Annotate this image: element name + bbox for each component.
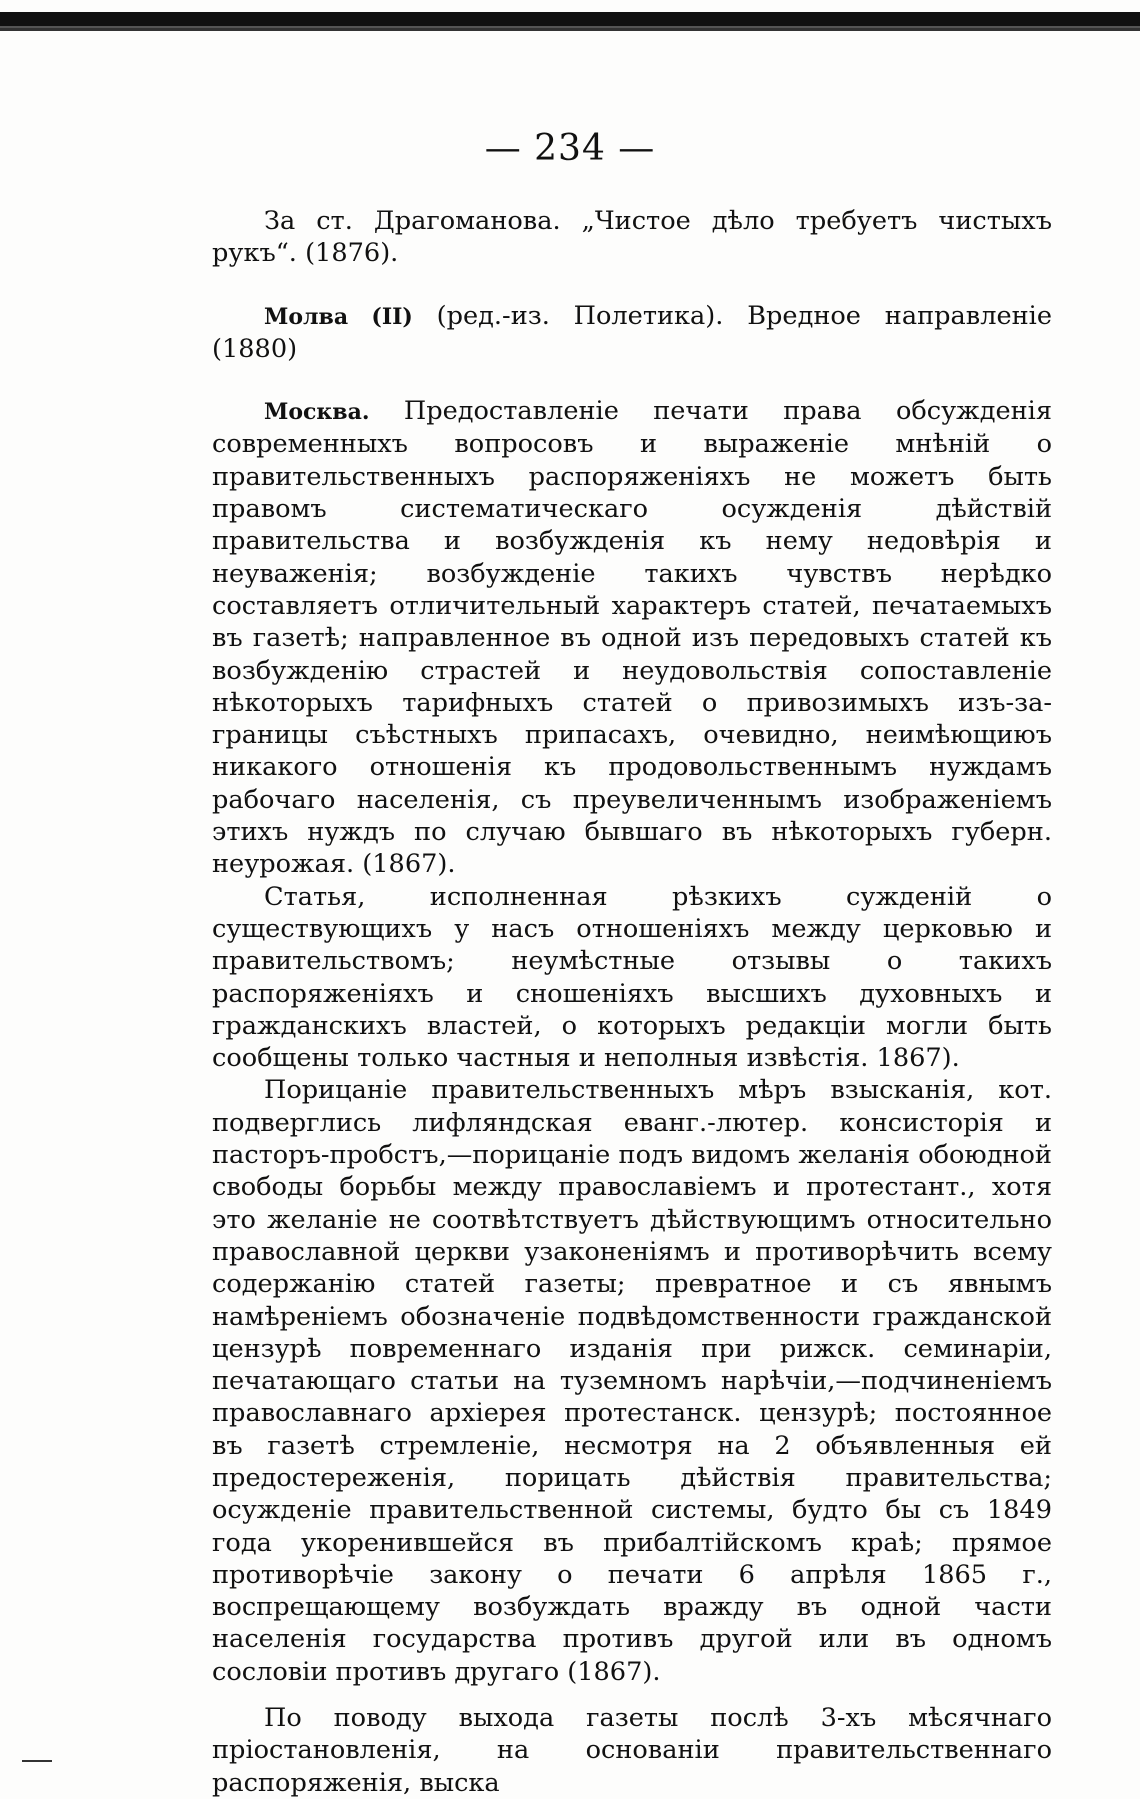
entry-paragraph [212,881,1052,1075]
entry-heading: Молва (II) [264,303,413,330]
entry-paragraph [212,1702,1052,1799]
scan-border-line [0,28,1140,31]
entry-paragraph [212,205,1052,270]
entry-heading: Москва. [264,399,370,426]
entry-text: (ред.-из. Полетика). Вредное направленіе (1880) [212,300,1052,364]
scan-border-top [0,12,1140,28]
entry-paragraph [212,395,1052,880]
entry-text: Порицаніе правительственныхъ мѣръ взысканія, кот. подверглись лифляндская еванг.-лютер. консисторія и пасторъ-пробстъ,—порицаніе подъ видомъ желанія обоюдной свободы борьбы между православіемъ и протестант., хотя это желаніе не соотвѣтствуетъ дѣйствующимъ относительно православной церкви узаконеніямъ и противорѣчить всему содержанію статей газеты; превратное и съ явнымъ намѣреніемъ обозначеніе подвѣдомственности гражданской цензурѣ повременнаго изданія при рижск. семинаріи, печатающаго статьи на туземномъ нарѣчіи,—подчиненіемъ православнаго архіерея протестанск. цензурѣ; постоянное въ газетѣ стремленіе, несмотря на 2 объявленныя ей предостереженія, порицать дѣйствія правительства; осужденіе правительственной системы, будто бы съ 1849 года укоренившейся въ прибалтійскомъ краѣ; прямое противорѣчіе закону о печати 6 апрѣля 1865 г., воспрещающему возбуждать вражду въ одной части населенія государства противъ другой или въ одномъ сословіи противъ другаго (1867). [212,1075,1052,1687]
entry-text: Статья, исполненная рѣзкихъ сужденій о существующихъ у насъ отношеніяхъ между церковью и правительствомъ; неумѣстные отзывы о такихъ распоряженіяхъ и сношеніяхъ высшихъ духовныхъ и гражданскихъ властей, о которыхъ редакціи могли быть сообщены только частныя и неполныя извѣстія. 1867). [212,881,1052,1074]
scan-margin-mark [22,1760,52,1762]
entry-paragraph [212,1074,1052,1688]
entry-text: За ст. Драгоманова. „Чистое дѣло требуетъ чистыхъ рукъ“. (1876). [212,206,1052,269]
entry-paragraph [212,300,1052,366]
entry-text: Предоставленіе печати права обсужденія современныхъ вопросовъ и выраженіе мнѣній о правительственныхъ распоряженіяхъ не можетъ быть правомъ систематическаго осужденія дѣйствій правительства и возбужденія къ нему недовѣрія и неуваженія; возбужденіе такихъ чувствъ нерѣдко составляетъ отличительный характеръ статей, печатаемыхъ въ газетѣ; направленное въ одной изъ передовыхъ статей къ возбужденію страстей и неудовольствія сопоставленіе нѣкоторыхъ тарифныхъ статей о привозимыхъ изъ-за-границы съѣстныхъ припасахъ, очевидно, неимѣющиюъ никакого отношенія къ продовольственнымъ нуждамъ рабочаго населенія, съ преувеличеннымъ изображеніемъ этихъ нуждъ по случаю бывшаго въ нѣкоторыхъ губерн. неурожая. (1867). [212,396,1052,880]
entry-text: По поводу выхода газеты послѣ 3-хъ мѣсячнаго пріостановленія, на основаніи правительственнаго распоряженія, выска [212,1703,1052,1798]
text-body [212,205,1052,1799]
page-number: — 234 — [484,128,656,169]
